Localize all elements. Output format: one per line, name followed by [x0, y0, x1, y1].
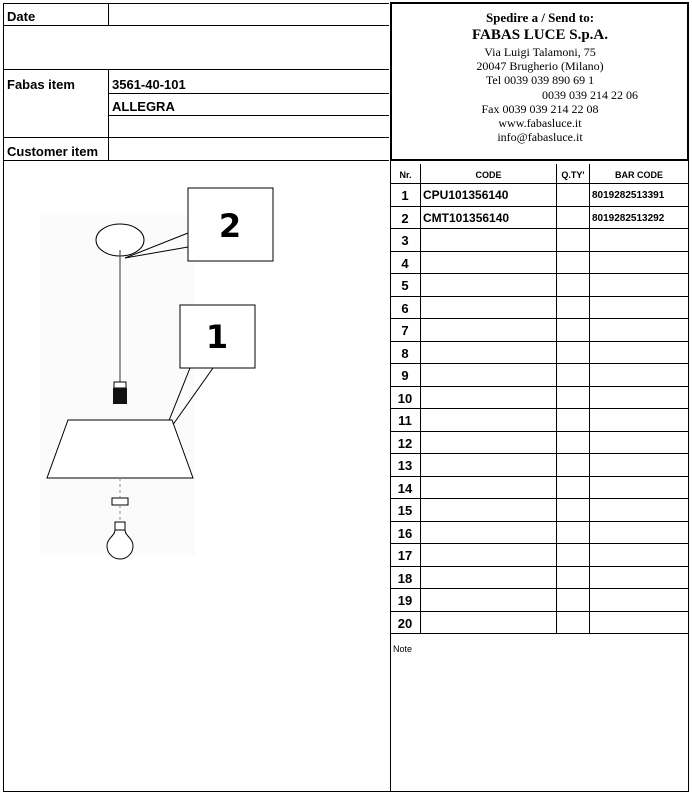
row-barcode: 8019282513391 — [592, 190, 665, 201]
address-fax: Fax 0039 039 214 22 08 — [481, 102, 599, 116]
fabas-item-label: Fabas item — [7, 77, 75, 92]
row-number: 1 — [401, 188, 409, 203]
table-col-divider — [556, 164, 557, 634]
row-number: 10 — [397, 391, 413, 406]
form-line — [108, 93, 389, 94]
table-row-line — [390, 431, 689, 432]
table-header-line — [390, 183, 689, 184]
table-row-line — [390, 318, 689, 319]
bulb-base — [115, 522, 125, 530]
date-field[interactable] — [112, 5, 382, 24]
form-divider — [108, 69, 109, 161]
customer-item-label: Customer item — [7, 144, 99, 159]
bulb-socket-ring — [112, 498, 128, 505]
table-row-line — [390, 386, 689, 387]
fabas-item-code: 3561-40-101 — [112, 77, 186, 92]
lamp-shade — [47, 420, 193, 478]
table-row-line — [390, 566, 689, 567]
customer-item-field[interactable] — [112, 140, 382, 159]
table-header-barcode: BAR CODE — [614, 170, 663, 180]
row-number: 14 — [397, 481, 413, 496]
table-bottom-line — [390, 633, 689, 634]
bottom-border — [3, 791, 689, 792]
table-header-nr: Nr. — [399, 170, 412, 180]
callout-2-number: 2 — [218, 207, 242, 245]
address-email[interactable]: info@fabasluce.it — [497, 130, 583, 144]
table-row-line — [390, 341, 689, 342]
fabas-item-name: ALLEGRA — [112, 99, 175, 114]
address-tel: Tel 0039 039 890 69 1 — [485, 73, 595, 87]
table-row-line — [390, 228, 689, 229]
address-heading: Spedire a / Send to: — [485, 10, 595, 25]
table-row-line — [390, 588, 689, 589]
table-row-line — [390, 408, 689, 409]
row-number: 13 — [397, 458, 413, 473]
form-line — [3, 137, 389, 138]
row-number: 5 — [401, 278, 409, 293]
row-number: 15 — [397, 503, 413, 518]
table-row-line — [390, 363, 689, 364]
table-col-divider — [420, 164, 421, 634]
row-code[interactable]: CMT101356140 — [423, 211, 510, 225]
table-header-code: CODE — [475, 170, 502, 180]
row-code[interactable]: CPU101356140 — [423, 188, 509, 202]
table-row-line — [390, 273, 689, 274]
row-number: 16 — [397, 526, 413, 541]
table-row-line — [390, 611, 689, 612]
row-number: 7 — [401, 323, 409, 338]
row-number: 19 — [397, 593, 413, 608]
row-number: 6 — [401, 301, 409, 316]
table-row-line — [390, 543, 689, 544]
form-line — [3, 69, 389, 70]
note-label: Note — [393, 644, 413, 654]
lamp-holder — [113, 388, 127, 404]
date-label: Date — [7, 9, 36, 24]
lamp-diagram — [0, 160, 390, 580]
row-number: 3 — [401, 233, 409, 248]
address-city: 20047 Brugherio (Milano) — [476, 59, 604, 73]
table-row-line — [390, 296, 689, 297]
table-row-line — [390, 476, 689, 477]
table-col-divider — [589, 164, 590, 634]
row-number: 20 — [397, 616, 413, 631]
table-row-line — [390, 498, 689, 499]
row-number: 18 — [397, 571, 413, 586]
row-number: 4 — [401, 256, 409, 271]
form-line — [3, 25, 389, 26]
table-header-qty: Q.TY' — [561, 170, 585, 180]
table-row-line — [390, 521, 689, 522]
row-number: 9 — [401, 368, 409, 383]
row-number: 12 — [397, 436, 413, 451]
holder-ring — [114, 382, 126, 388]
address-company: FABAS LUCE S.p.A. — [471, 27, 608, 43]
address-street: Via Luigi Talamoni, 75 — [484, 45, 596, 59]
table-row-line — [390, 206, 689, 207]
address-tel-2: 0039 039 214 22 06 — [542, 88, 638, 102]
top-border — [3, 3, 389, 4]
row-barcode: 8019282513292 — [592, 213, 665, 224]
row-number: 17 — [397, 548, 413, 563]
table-row-line — [390, 453, 689, 454]
row-number: 8 — [401, 346, 409, 361]
callout-1-number: 1 — [205, 318, 229, 356]
row-number: 11 — [398, 413, 412, 428]
table-row-line — [390, 251, 689, 252]
form-divider — [108, 3, 109, 26]
row-number: 2 — [401, 211, 409, 226]
address-website[interactable]: www.fabasluce.it — [498, 116, 582, 130]
form-line — [108, 115, 389, 116]
